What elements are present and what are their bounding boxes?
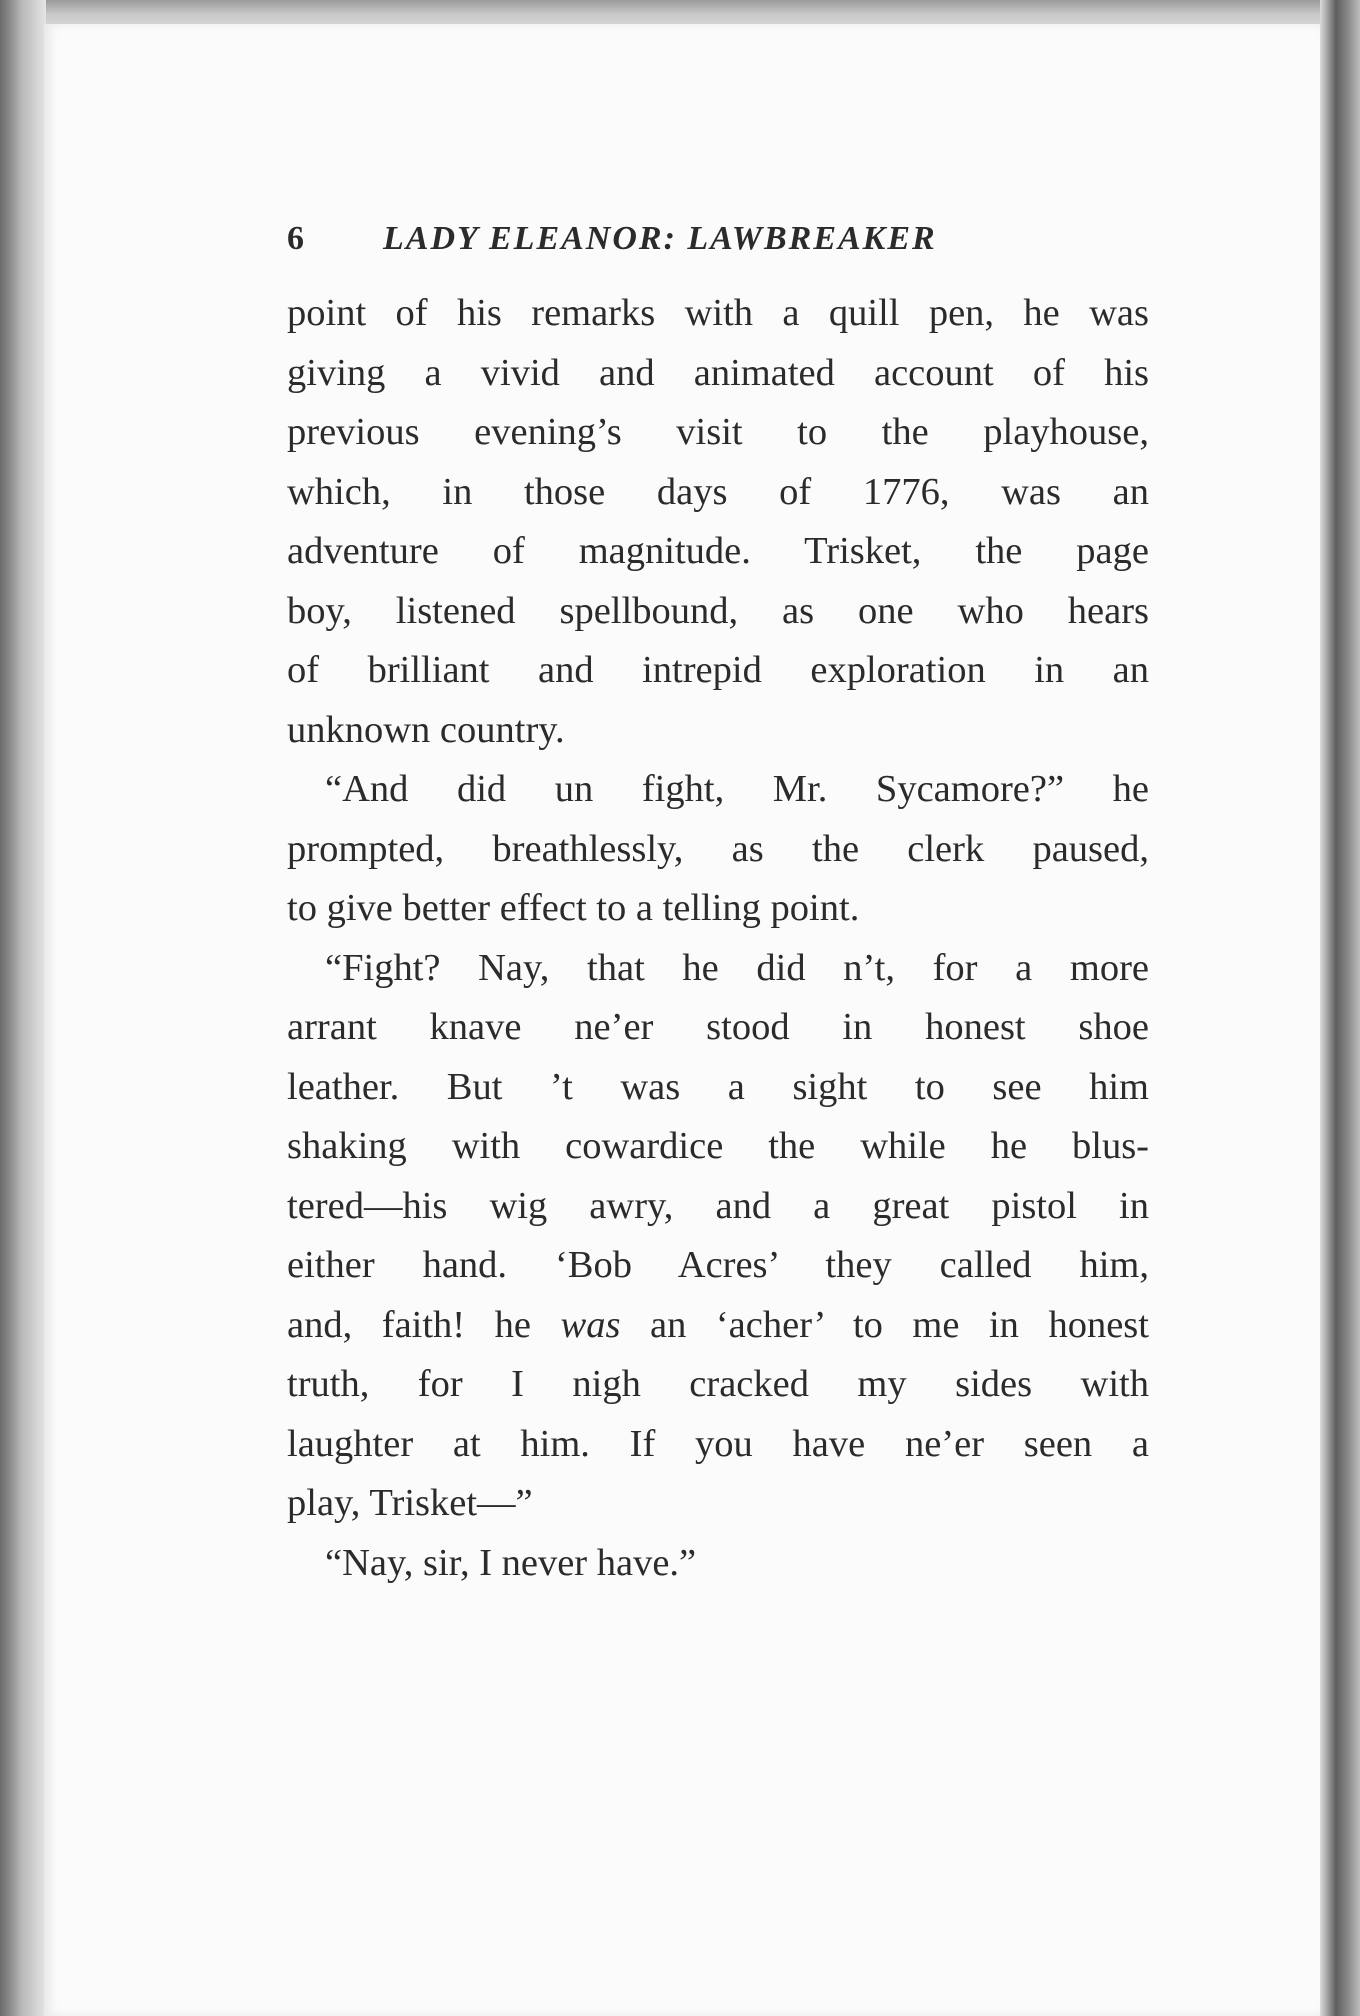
text-line: adventure of magnitude. Trisket, the page (287, 530, 1149, 572)
running-title: LADY ELEANOR: LAWBREAKER (383, 220, 937, 257)
text-line: point of his remarks with a quill pen, he was (287, 292, 1149, 334)
paragraph-3 (287, 939, 1149, 1534)
text-line: prompted, breathlessly, as the clerk paused, (287, 827, 1149, 870)
emphasized-word: was (560, 1303, 621, 1346)
paragraph-4 (287, 1534, 1149, 1594)
book-cover-edge (1320, 0, 1360, 2016)
text-line: “Fight? Nay, that he did n’t, for a more (325, 946, 1149, 989)
running-head (287, 220, 1149, 280)
text-run: an ‘acher’ to me in honest (620, 1303, 1149, 1346)
text-line: “Nay, sir, I never have.” (325, 1541, 697, 1584)
paragraph-2 (287, 760, 1149, 939)
text-line-with-emphasis (287, 1296, 1149, 1356)
text-line: to give better effect to a telling point. (287, 887, 860, 929)
text-line: play, Trisket—” (287, 1482, 533, 1524)
text-line: truth, for I nigh cracked my sides with (287, 1363, 1149, 1405)
text-line: tered—his wig awry, and a great pistol in (287, 1184, 1149, 1227)
text-line: shaking with cowardice the while he blus- (287, 1125, 1149, 1167)
text-line: unknown country. (287, 708, 565, 751)
text-line: previous evening’s visit to the playhouse, (287, 411, 1149, 453)
page-gutter-edge (0, 0, 46, 2016)
text-line: giving a vivid and animated account of his (287, 351, 1149, 394)
text-line: of brilliant and intrepid exploration in an (287, 649, 1149, 691)
text-line: either hand. ‘Bob Acres’ they called him, (287, 1244, 1149, 1286)
text-line: laughter at him. If you have ne’er seen a (287, 1422, 1149, 1465)
text-line: leather. But ’t was a sight to see him (287, 1065, 1149, 1108)
text-run: and, faith! he (287, 1303, 561, 1346)
text-line: “And did un fight, Mr. Sycamore?” he (325, 768, 1149, 810)
text-line: arrant knave ne’er stood in honest shoe (287, 1006, 1149, 1048)
paragraph-1 (287, 284, 1149, 760)
page-text-block (287, 220, 1149, 1593)
page-number: 6 (287, 220, 305, 257)
text-line: boy, listened spellbound, as one who hears (287, 589, 1149, 632)
text-line: which, in those days of 1776, was an (287, 470, 1149, 513)
